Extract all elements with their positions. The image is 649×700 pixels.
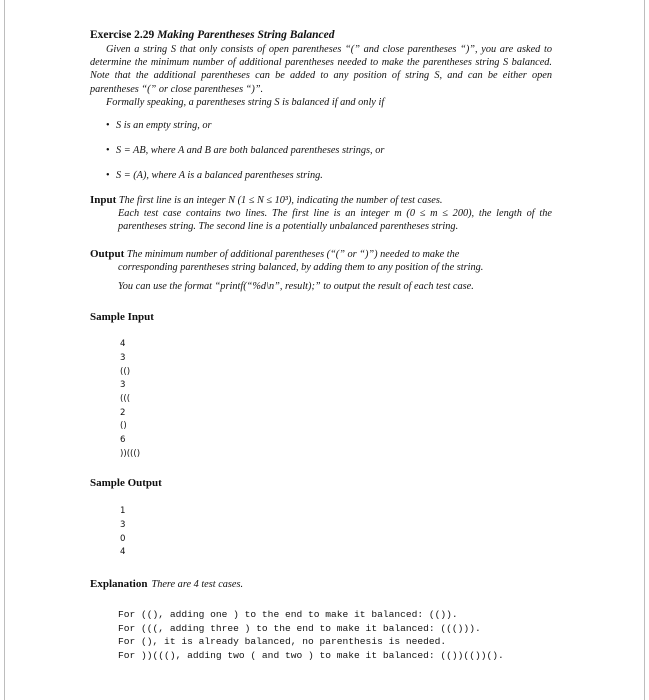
explanation-line: For (), it is already balanced, no parenthesis is needed. <box>118 636 447 648</box>
sample-input-line: ))((() <box>120 448 141 459</box>
page-edge-left <box>4 0 5 700</box>
condition-text: S = (A), where A is a balanced parentheses string. <box>116 170 323 182</box>
sample-input-line: ((( <box>120 393 131 404</box>
explanation-heading: Explanation <box>90 578 148 591</box>
sample-input-heading: Sample Input <box>90 311 154 324</box>
input-rest: Each test case contains two lines. The first line is an integer m (0 ≤ m ≤ 200), the length of the parentheses string. The second line is a potentially unbalanced parentheses string. <box>118 208 552 233</box>
input-description <box>118 207 552 233</box>
sample-output-line: 4 <box>120 547 126 558</box>
condition-text: S is an empty string, or <box>116 120 212 132</box>
explanation-text: There are 4 test cases. <box>151 579 244 591</box>
output-first-line: The minimum number of additional parentheses (“(” or “)”) needed to make the <box>126 248 460 260</box>
sample-input-line: () <box>120 421 127 432</box>
explanation-line: For ))(((), adding two ( and two ) to make it balanced: (())(())(). <box>118 649 504 661</box>
explanation-section <box>90 574 552 592</box>
sample-output-heading: Sample Output <box>90 477 162 490</box>
condition-item <box>106 119 552 132</box>
exercise-name: Making Parentheses String Balanced <box>157 29 335 41</box>
sample-output-line: 1 <box>120 506 126 517</box>
condition-text: S = AB, where A and B are both balanced parentheses strings, or <box>116 145 385 157</box>
condition-list <box>106 119 552 182</box>
bullet-icon: • <box>106 170 110 182</box>
sample-input-line: 3 <box>120 352 126 363</box>
output-description <box>118 261 552 293</box>
sample-input-line: 3 <box>120 380 126 391</box>
sample-input-block <box>120 338 552 461</box>
intro-paragraph: Given a string S that only consists of open parentheses “(” and close parentheses “)”, you are asked to determine the minimum number of additional parentheses needed to make the parentheses string S balanced. Note that the additional parentheses can be added to any position of string S, and can be either open parentheses “(” or close parentheses “)”. <box>90 44 552 95</box>
sample-output-line: 3 <box>120 520 126 531</box>
document <box>90 28 552 662</box>
output-rest: corresponding parentheses string balanced, by adding them to any position of the string. <box>118 261 484 273</box>
bullet-icon: • <box>106 120 110 132</box>
explanation-line: For ((), adding one ) to the end to make it balanced: (()). <box>118 609 458 621</box>
sample-input-line: 4 <box>120 339 126 350</box>
output-section <box>90 248 552 294</box>
explanation-block <box>118 608 552 662</box>
output-heading: Output <box>90 247 125 260</box>
page-edge-right <box>644 0 645 700</box>
explanation-line: For (((, adding three ) to the end to make it balanced: ((())). <box>118 622 481 634</box>
sample-input-line: 6 <box>120 435 126 446</box>
output-format-note: You can use the format “printf(“%d\n”, result);” to output the result of each test case. <box>118 281 474 293</box>
sample-input-line: 2 <box>120 407 126 418</box>
sample-input-line: (() <box>120 366 131 377</box>
condition-item <box>106 144 552 157</box>
sample-output-block <box>120 505 552 560</box>
input-first-line: The first line is an integer N (1 ≤ N ≤ 10³), indicating the number of test cases. <box>118 195 443 207</box>
bullet-icon: • <box>106 145 110 157</box>
exercise-title <box>90 28 552 43</box>
condition-item <box>106 169 552 182</box>
exercise-number: Exercise 2.29 <box>90 29 155 41</box>
input-section <box>90 194 552 234</box>
input-heading: Input <box>90 194 117 207</box>
sample-output-line: 0 <box>120 533 126 544</box>
formal-definition: Formally speaking, a parentheses string S is balanced if and only if <box>106 96 385 108</box>
